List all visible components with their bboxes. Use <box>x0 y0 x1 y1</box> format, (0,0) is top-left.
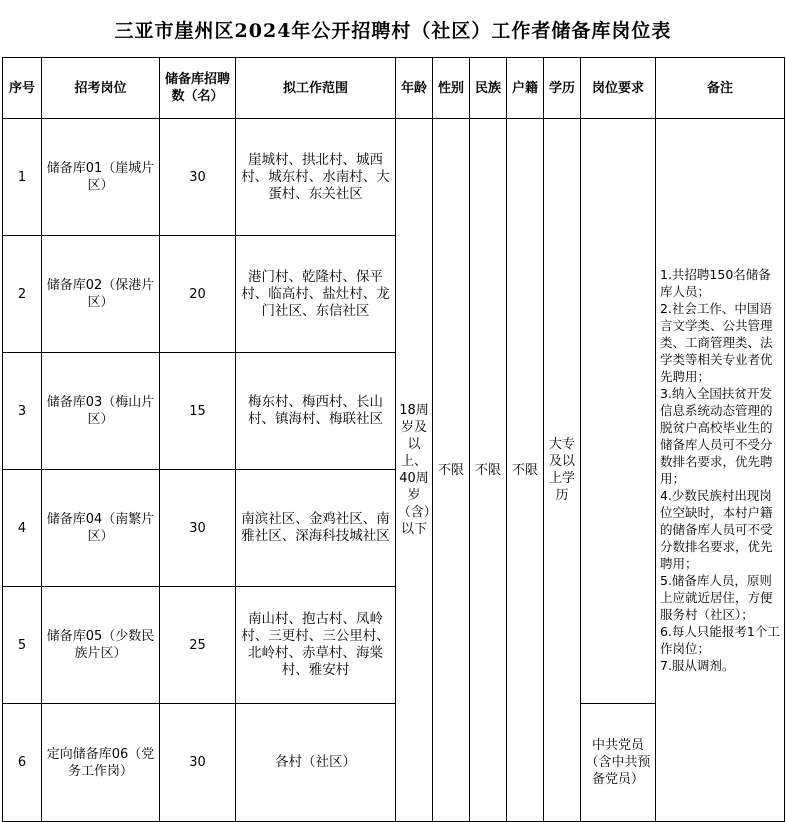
note-item: 7.服从调剂。 <box>660 658 735 673</box>
row-quota: 25 <box>160 587 236 704</box>
header-requirement: 岗位要求 <box>581 58 656 119</box>
note-item: 2.社会工作、中国语言文学类、公共管理类、工商管理类、法学类等相关专业者优先聘用； <box>660 301 773 384</box>
header-quota: 储备库招聘数（名） <box>160 58 236 119</box>
row-seq: 2 <box>3 236 42 353</box>
row-quota: 30 <box>160 119 236 236</box>
header-household: 户籍 <box>507 58 544 119</box>
row-position: 储备库01（崖城片区） <box>42 119 160 236</box>
row-scope: 梅东村、梅西村、长山村、镇海村、梅联社区 <box>236 353 396 470</box>
row-quota: 20 <box>160 236 236 353</box>
row-scope: 南滨社区、金鸡社区、南雅社区、深海科技城社区 <box>236 470 396 587</box>
header-education: 学历 <box>544 58 581 119</box>
row-position: 储备库05（少数民族片区） <box>42 587 160 704</box>
row-quota: 30 <box>160 470 236 587</box>
row-scope: 崖城村、拱北村、城西村、城东村、水南村、大蛋村、东关社区 <box>236 119 396 236</box>
header-seq: 序号 <box>3 58 42 119</box>
row-seq: 4 <box>3 470 42 587</box>
table-row <box>3 119 785 236</box>
row-seq: 3 <box>3 353 42 470</box>
note-item: 1.共招聘150名储备库人员； <box>660 267 771 299</box>
row-position: 定向储备库06（党务工作岗） <box>42 704 160 822</box>
row-position: 储备库03（梅山片区） <box>42 353 160 470</box>
row-position: 储备库04（南繁片区） <box>42 470 160 587</box>
education-cell: 大专及以上学历 <box>544 119 581 822</box>
row-seq: 6 <box>3 704 42 822</box>
requirement-cell: 中共党员（含中共预备党员） <box>581 704 656 822</box>
row-quota: 30 <box>160 704 236 822</box>
row-quota: 15 <box>160 353 236 470</box>
position-table <box>2 57 785 822</box>
row-scope: 各村（社区） <box>236 704 396 822</box>
row-scope: 港门村、乾隆村、保平村、临高村、盐灶村、龙门社区、东信社区 <box>236 236 396 353</box>
gender-cell: 不限 <box>433 119 470 822</box>
note-item: 3.纳入全国扶贫开发信息系统动态管理的脱贫户高校毕业生的储备库人员可不受分数排名要求，优先聘用； <box>660 386 773 486</box>
header-ethnicity: 民族 <box>470 58 507 119</box>
header-notes: 备注 <box>656 58 785 119</box>
notes-cell <box>656 119 785 822</box>
row-seq: 1 <box>3 119 42 236</box>
ethnicity-cell: 不限 <box>470 119 507 822</box>
header-position: 招考岗位 <box>42 58 160 119</box>
header-row <box>3 58 785 119</box>
requirement-cell-empty <box>581 119 656 704</box>
header-gender: 性别 <box>433 58 470 119</box>
row-seq: 5 <box>3 587 42 704</box>
header-age: 年龄 <box>396 58 433 119</box>
note-item: 5.储备库人员，原则上应就近居住，方便服务村（社区）； <box>660 573 773 622</box>
note-item: 6.每人只能报考1个工作岗位； <box>660 624 780 656</box>
household-cell: 不限 <box>507 119 544 822</box>
age-cell: 18周岁及以上、40周岁（含）以下 <box>396 119 433 822</box>
header-scope: 拟工作范围 <box>236 58 396 119</box>
row-scope: 南山村、抱古村、凤岭村、三更村、三公里村、北岭村、赤草村、海棠村、雅安村 <box>236 587 396 704</box>
note-item: 4.少数民族村出现岗位空缺时，本村户籍的储备库人员可不受分数排名要求，优先聘用； <box>660 488 773 571</box>
row-position: 储备库02（保港片区） <box>42 236 160 353</box>
page-title: 三亚市崖州区2024年公开招聘村（社区）工作者储备库岗位表 <box>114 19 672 42</box>
